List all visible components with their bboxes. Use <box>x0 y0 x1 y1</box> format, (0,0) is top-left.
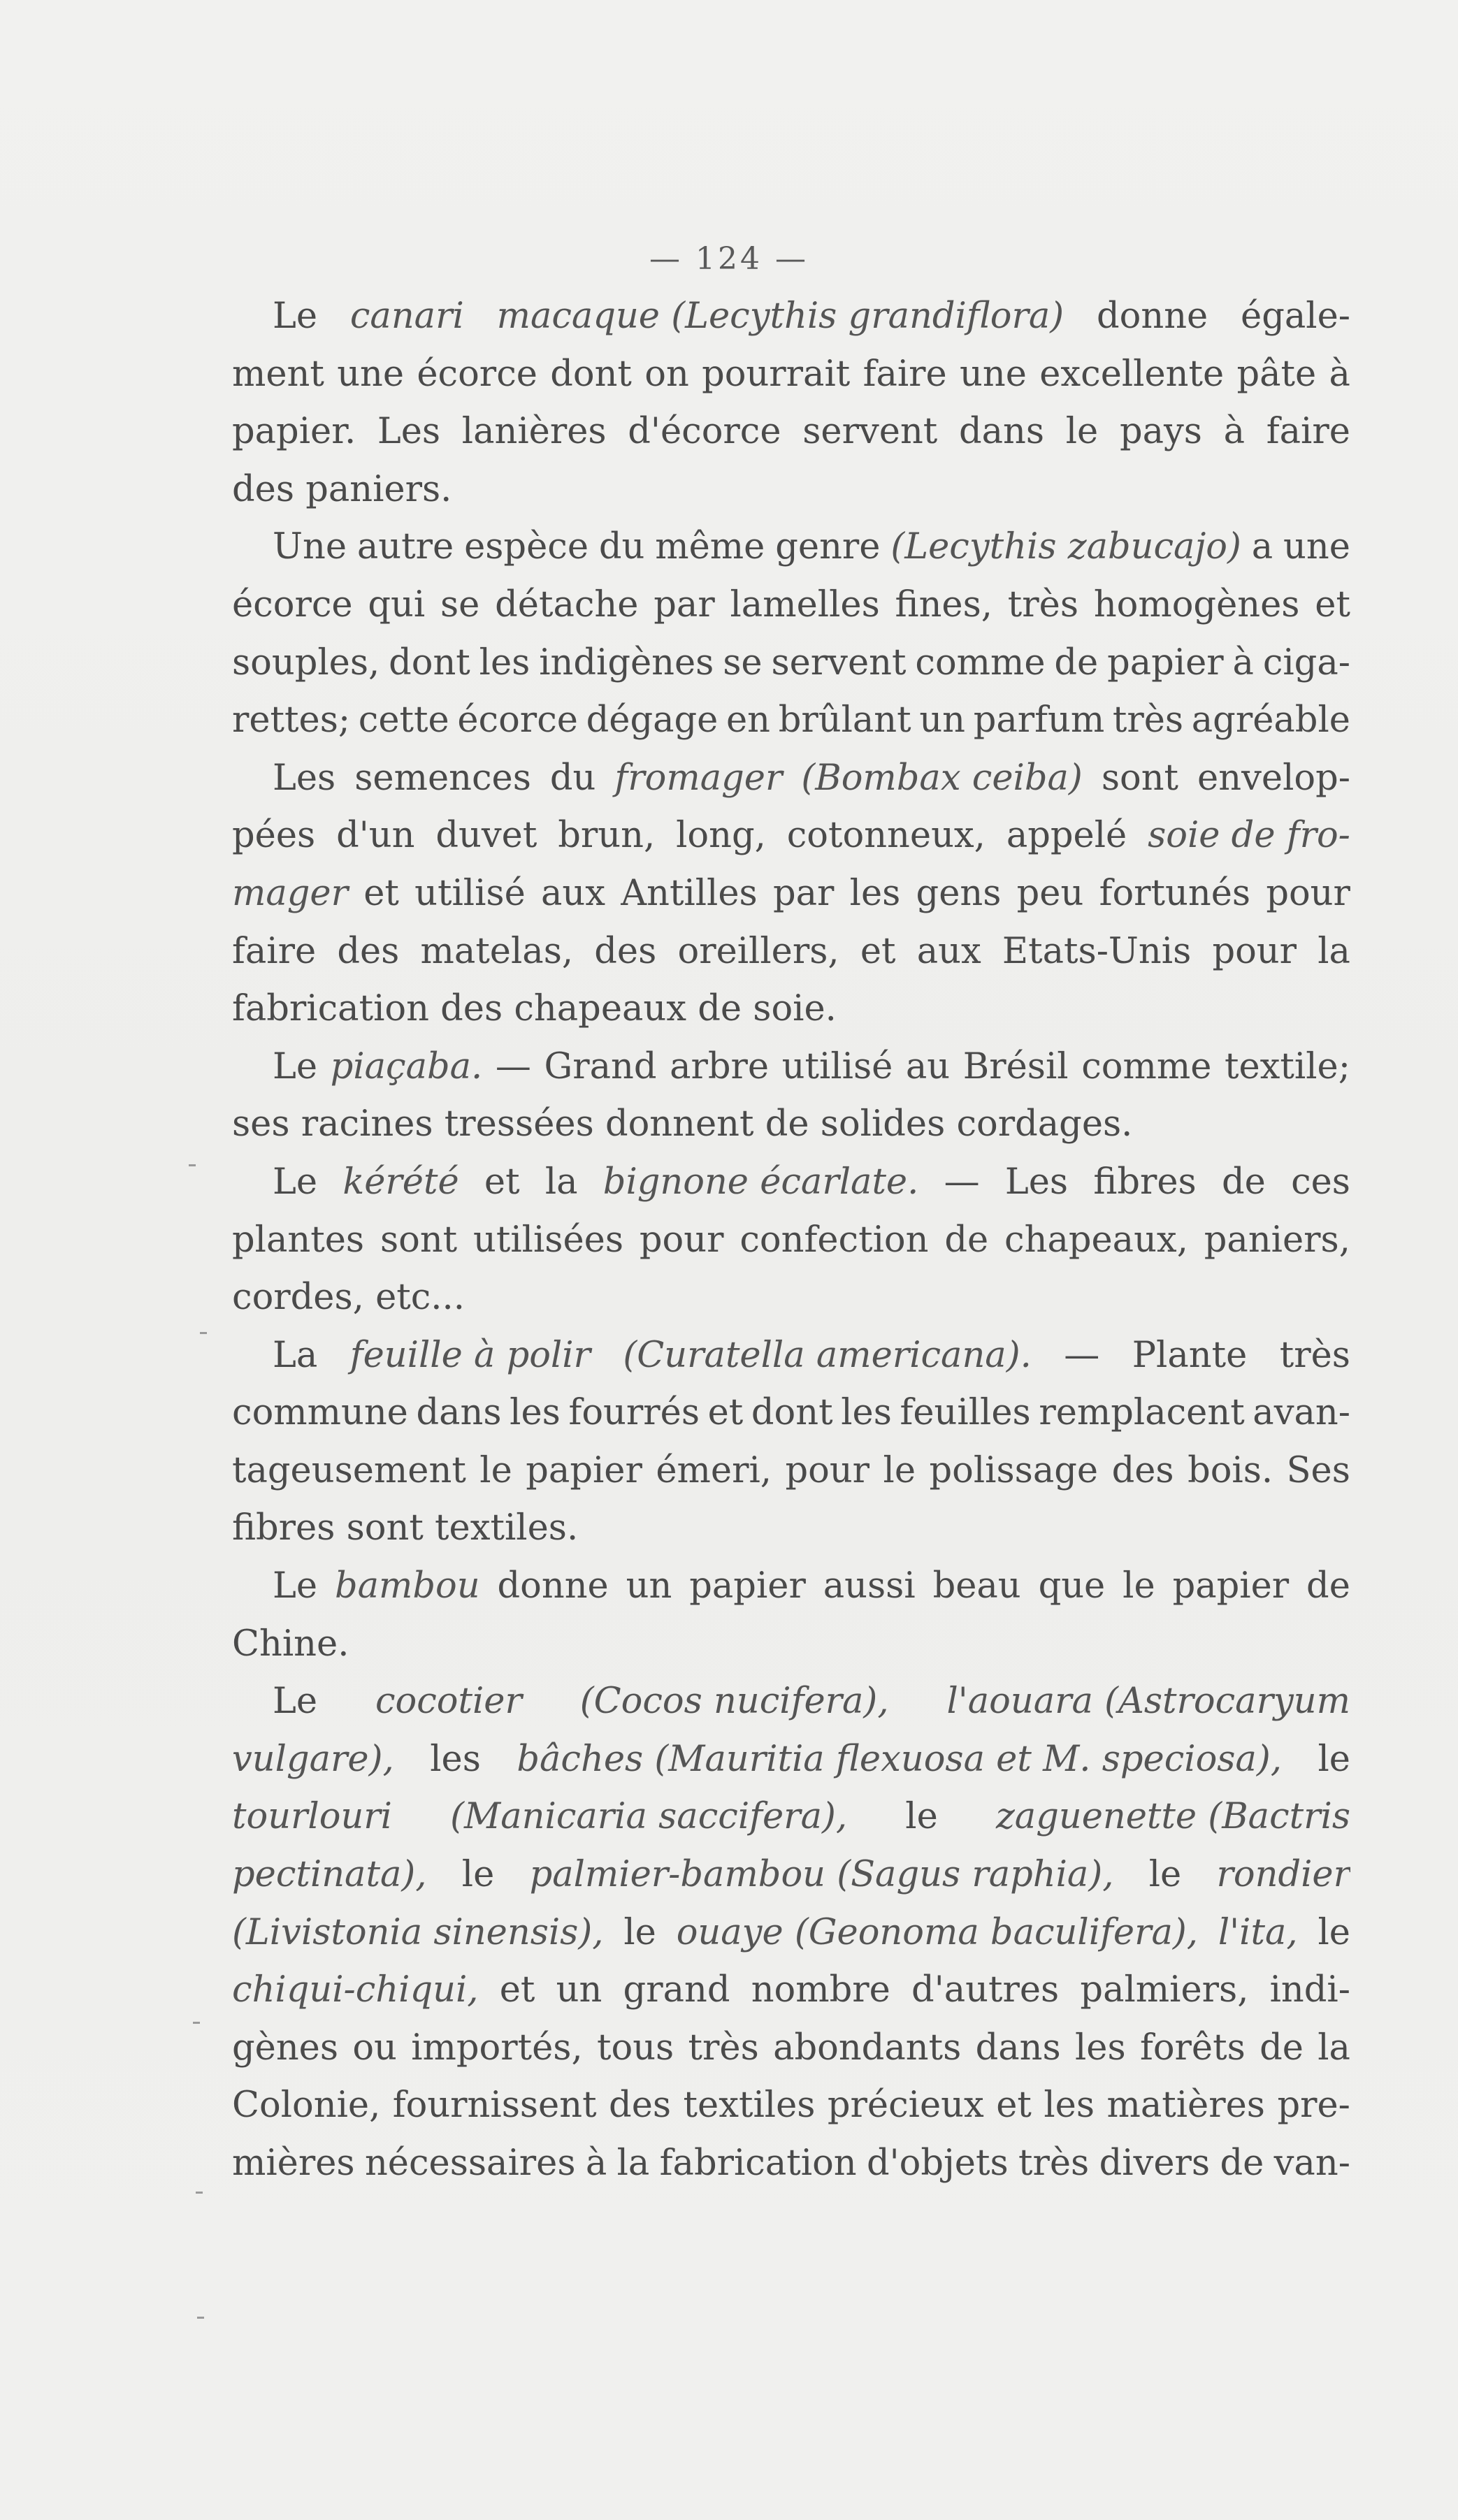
word: la <box>1318 2027 1350 2069</box>
word: brûlant <box>778 700 911 741</box>
word: brun, <box>558 815 656 857</box>
word: aux <box>916 930 981 972</box>
word: Les <box>273 757 336 799</box>
word: aussi <box>823 1565 916 1607</box>
word: pâte <box>1236 353 1317 395</box>
word: fabrication <box>659 2143 857 2184</box>
word: et <box>860 930 896 972</box>
word: écorce <box>417 353 537 395</box>
word: beau <box>932 1565 1021 1607</box>
italic-term: l'aouara (Astrocaryum <box>946 1681 1350 1723</box>
word: grand <box>623 1969 730 2011</box>
word: les <box>479 642 530 683</box>
text-line <box>232 923 1350 981</box>
word: détache <box>495 584 639 625</box>
word: homogènes <box>1093 584 1300 625</box>
word: le <box>1318 1738 1350 1780</box>
word: espèce <box>464 526 589 568</box>
word: écorce <box>232 584 353 625</box>
word: Ses <box>1286 1449 1350 1491</box>
word: et <box>1315 584 1350 625</box>
word: van- <box>1273 2143 1350 2184</box>
word: cette <box>358 700 449 741</box>
word: dans <box>958 411 1045 453</box>
word: les <box>430 1738 481 1780</box>
word: des <box>337 930 400 972</box>
text-line <box>232 1904 1350 1962</box>
word: importés, <box>411 2027 583 2069</box>
word: faire <box>862 353 947 395</box>
word: le <box>1065 411 1099 453</box>
word: Chine. <box>232 1623 349 1665</box>
word: — <box>944 1161 980 1203</box>
italic-term: l'ita, <box>1218 1911 1298 1953</box>
text-line <box>232 1269 1350 1327</box>
word: chapeaux, <box>1004 1219 1188 1261</box>
word: un <box>626 1565 672 1607</box>
word: abondants <box>773 2027 962 2069</box>
text-line <box>232 1731 1350 1789</box>
word: le <box>905 1796 938 1838</box>
word: sont <box>380 1219 458 1261</box>
word: la <box>616 2143 650 2184</box>
word: donne <box>497 1565 609 1607</box>
word: semences <box>354 757 531 799</box>
word: genre <box>775 526 881 568</box>
word: Le <box>273 1565 318 1607</box>
italic-term: chiqui-chiqui, <box>232 1969 479 2011</box>
word: envelop- <box>1197 757 1350 799</box>
word: les <box>510 1392 561 1434</box>
word: matières <box>1106 2085 1265 2127</box>
word: émeri, <box>656 1449 772 1491</box>
word: par <box>654 584 715 625</box>
word: textiles <box>683 2085 816 2127</box>
text-line <box>232 1500 1350 1558</box>
word: utilisées <box>473 1219 624 1261</box>
word: les <box>849 872 901 914</box>
italic-term: rondier <box>1216 1854 1350 1896</box>
word: se <box>723 642 763 683</box>
word: nécessaires <box>364 2143 576 2184</box>
word: cordes, etc... <box>232 1277 465 1319</box>
word: fines, <box>895 584 993 625</box>
italic-term: vulgare), <box>232 1738 394 1780</box>
text-line <box>232 288 1350 346</box>
word: égale- <box>1241 296 1350 337</box>
word: de <box>1306 1565 1350 1607</box>
text-line <box>232 1154 1350 1212</box>
word: dans <box>975 2027 1061 2069</box>
text-line <box>232 1442 1350 1500</box>
word: Plante <box>1132 1334 1248 1376</box>
word: papier <box>1172 1565 1290 1607</box>
word: Grand <box>544 1045 657 1087</box>
word: La <box>273 1334 318 1376</box>
text-line <box>232 2020 1350 2078</box>
word: forêts <box>1139 2027 1246 2069</box>
word: polissage <box>929 1449 1099 1491</box>
word: des paniers. <box>232 468 452 510</box>
word: dans <box>416 1392 502 1434</box>
word: lamelles <box>730 584 880 625</box>
word: souples, <box>232 642 380 683</box>
word: mières <box>232 2143 355 2184</box>
word: dont <box>550 353 632 395</box>
word: papier. <box>232 411 356 453</box>
italic-term: (Lecythis zabucajo) <box>890 526 1241 568</box>
word: pées <box>232 815 316 857</box>
word: Etats-Unis <box>1002 930 1192 972</box>
word: agréable <box>1191 700 1350 741</box>
word: ment <box>232 353 324 395</box>
word: précieux <box>827 2085 984 2127</box>
word: fabrication des chapeaux de soie. <box>232 988 837 1030</box>
word: fournissent <box>392 2085 597 2127</box>
word: indi- <box>1269 1969 1350 2011</box>
word: Le <box>273 296 318 337</box>
text-line <box>232 1846 1350 1904</box>
italic-term: bambou <box>334 1565 480 1607</box>
word: long, <box>676 815 766 857</box>
word: servent <box>771 642 907 683</box>
word: d'un <box>336 815 415 857</box>
word: Antilles <box>621 872 758 914</box>
word: avan- <box>1253 1392 1350 1434</box>
word: d'objets <box>866 2143 1009 2184</box>
italic-term: bignone écarlate. <box>602 1161 919 1203</box>
margin-mark <box>196 2192 203 2194</box>
italic-term: canari <box>349 296 464 337</box>
word: — <box>495 1045 531 1087</box>
text-line <box>232 346 1350 404</box>
word: au <box>905 1045 951 1087</box>
word: — <box>1064 1334 1100 1376</box>
word: arbre <box>670 1045 770 1087</box>
italic-term: macaque (Lecythis grandiflora) <box>496 296 1064 337</box>
word: rettes; <box>232 700 351 741</box>
italic-term: (Curatella americana). <box>623 1334 1032 1376</box>
word: une <box>337 353 405 395</box>
word: Le <box>273 1161 318 1203</box>
word: Brésil <box>962 1045 1069 1087</box>
word: pour <box>1266 872 1350 914</box>
word: à <box>585 2143 607 2184</box>
text-line <box>232 403 1350 461</box>
word: feuilles <box>900 1392 1031 1434</box>
word: servent <box>802 411 938 453</box>
word: tous <box>597 2027 674 2069</box>
italic-term: piaçaba. <box>330 1045 483 1087</box>
word: ou <box>352 2027 397 2069</box>
word: Une <box>273 526 347 568</box>
italic-term: fromager <box>614 757 783 799</box>
italic-term: kérété <box>342 1161 459 1203</box>
word: dont <box>389 642 470 683</box>
word: lanières <box>461 411 607 453</box>
word: Le <box>273 1045 318 1087</box>
word: des <box>594 930 657 972</box>
word: un <box>556 1969 602 2011</box>
italic-term: cocotier <box>375 1681 522 1723</box>
word: dégage <box>586 700 719 741</box>
margin-mark <box>197 2317 204 2319</box>
italic-term: palmier-bambou (Sagus raphia), <box>529 1854 1114 1896</box>
word: duvet <box>435 815 537 857</box>
word: très <box>1279 1334 1350 1376</box>
word: et <box>484 1161 520 1203</box>
italic-term: tourlouri <box>232 1796 392 1838</box>
page-number: — 124 — <box>649 241 809 277</box>
word: la <box>544 1161 578 1203</box>
text-line <box>232 2077 1350 2135</box>
word: ciga- <box>1262 642 1350 683</box>
word: qui <box>368 584 426 625</box>
italic-term: feuille à polir <box>349 1334 591 1376</box>
italic-term: soie de fro- <box>1148 815 1350 857</box>
word: textile; <box>1224 1045 1350 1087</box>
word: sont <box>1101 757 1179 799</box>
word: dont <box>751 1392 833 1434</box>
word: papier <box>526 1449 642 1491</box>
word: à <box>1329 353 1350 395</box>
word: par <box>772 872 835 914</box>
word: gènes <box>232 2027 339 2069</box>
italic-term: ouaye (Geonoma baculifera), <box>676 1911 1198 1953</box>
text-line <box>232 865 1350 923</box>
word: divers <box>1099 2143 1211 2184</box>
word: on <box>644 353 689 395</box>
word: à <box>1223 411 1246 453</box>
word: très <box>1112 700 1184 741</box>
word: de <box>1054 642 1099 683</box>
word: et <box>996 2085 1032 2127</box>
text-line <box>232 461 1350 519</box>
word: un <box>919 700 966 741</box>
word: le <box>1148 1854 1182 1896</box>
word: papier <box>1107 642 1224 683</box>
word: pays <box>1119 411 1202 453</box>
word: ses racines tressées donnent de solides cordages. <box>232 1103 1133 1145</box>
text-line <box>232 1212 1350 1270</box>
word: ces <box>1291 1161 1350 1203</box>
text-line <box>232 750 1350 808</box>
word: le <box>461 1854 495 1896</box>
word: de <box>1220 2143 1264 2184</box>
word: le <box>1123 1565 1155 1607</box>
word: de <box>944 1219 989 1261</box>
word: le <box>1318 1911 1350 1953</box>
text-line <box>232 1616 1350 1674</box>
word: très <box>688 2027 759 2069</box>
word: confection <box>739 1219 929 1261</box>
word: pourrait <box>702 353 851 395</box>
margin-mark <box>189 1164 196 1166</box>
word: fourrés <box>568 1392 700 1434</box>
word: papier <box>689 1565 806 1607</box>
word: de <box>1259 2027 1304 2069</box>
word: faire <box>1266 411 1350 453</box>
text-line <box>232 807 1350 865</box>
word: matelas, <box>420 930 574 972</box>
word: que <box>1038 1565 1106 1607</box>
word: autre <box>356 526 454 568</box>
text-line <box>232 692 1350 750</box>
word: des <box>609 2085 672 2127</box>
word: se <box>440 584 480 625</box>
word: a <box>1251 526 1273 568</box>
word: plantes <box>232 1219 365 1261</box>
word: parfum <box>973 700 1105 741</box>
text-line <box>232 980 1350 1038</box>
italic-term: bâches (Mauritia flexuosa et M. speciosa), <box>517 1738 1282 1780</box>
word: comme <box>915 642 1046 683</box>
italic-term: (Cocos nucifera), <box>579 1681 889 1723</box>
body-text <box>232 288 1350 2193</box>
text-line <box>232 1327 1350 1385</box>
word: donne <box>1097 296 1208 337</box>
word: faire <box>232 930 317 972</box>
word: le <box>479 1449 512 1491</box>
word: à <box>1232 642 1254 683</box>
word: d'écorce <box>628 411 781 453</box>
word: le <box>883 1449 916 1491</box>
word: oreillers, <box>677 930 839 972</box>
word: Les <box>1004 1161 1069 1203</box>
word: pour <box>1212 930 1297 972</box>
word: palmiers, <box>1080 1969 1249 2011</box>
word: paniers, <box>1204 1219 1350 1261</box>
word: la <box>1318 930 1350 972</box>
word: une <box>960 353 1027 395</box>
word: même <box>655 526 765 568</box>
text-line <box>232 1384 1350 1442</box>
word: écorce <box>457 700 578 741</box>
word: en <box>726 700 771 741</box>
word: les <box>1044 2085 1095 2127</box>
word: Colonie, <box>232 2085 381 2127</box>
text-line <box>232 519 1350 577</box>
word: du <box>549 757 596 799</box>
word: utilisé <box>781 1045 893 1087</box>
text-line <box>232 1038 1350 1096</box>
word: utilisé <box>414 872 526 914</box>
word: pour <box>639 1219 724 1261</box>
word: pour <box>785 1449 870 1491</box>
word: Les <box>377 411 441 453</box>
word: très <box>1018 2143 1090 2184</box>
text-line <box>232 1962 1350 2020</box>
word: fibres <box>1093 1161 1197 1203</box>
word: de <box>1221 1161 1266 1203</box>
italic-term: (Livistonia sinensis), <box>232 1911 604 1953</box>
italic-term: (Manicaria saccifera), <box>450 1796 848 1838</box>
word: peu <box>1016 872 1084 914</box>
word: appelé <box>1006 815 1127 857</box>
word: comme <box>1081 1045 1212 1087</box>
word: et <box>707 1392 744 1434</box>
italic-term: pectinata), <box>232 1854 427 1896</box>
word: pre- <box>1277 2085 1350 2127</box>
italic-term: zaguenette (Bactris <box>995 1796 1350 1838</box>
word: gens <box>916 872 1002 914</box>
text-line <box>232 2135 1350 2193</box>
word: les <box>1074 2027 1126 2069</box>
text-line <box>232 1788 1350 1846</box>
word: remplacent <box>1039 1392 1245 1434</box>
word: le <box>623 1911 656 1953</box>
text-line <box>232 1096 1350 1154</box>
word: des <box>1111 1449 1174 1491</box>
text-line <box>232 577 1350 635</box>
text-line <box>232 1558 1350 1616</box>
word: cotonneux, <box>786 815 986 857</box>
word: excellente <box>1039 353 1225 395</box>
word: fortunés <box>1099 872 1251 914</box>
word: et <box>363 872 399 914</box>
word: bois. <box>1188 1449 1273 1491</box>
word: et <box>499 1969 535 2011</box>
word: tageusement <box>232 1449 466 1491</box>
word: d'autres <box>911 1969 1060 2011</box>
word: très <box>1007 584 1079 625</box>
italic-term: mager <box>232 872 348 914</box>
word: les <box>841 1392 892 1434</box>
margin-mark <box>200 1332 207 1334</box>
text-line <box>232 635 1350 693</box>
word: Le <box>273 1681 318 1723</box>
word: commune <box>232 1392 408 1434</box>
italic-term: (Bombax ceiba) <box>801 757 1083 799</box>
word: aux <box>541 872 606 914</box>
word: nombre <box>751 1969 890 2011</box>
word: fibres sont textiles. <box>232 1507 579 1549</box>
margin-mark <box>193 2022 200 2024</box>
word: du <box>598 526 645 568</box>
word: indigènes <box>539 642 714 683</box>
word: une <box>1283 526 1350 568</box>
text-line <box>232 1673 1350 1731</box>
